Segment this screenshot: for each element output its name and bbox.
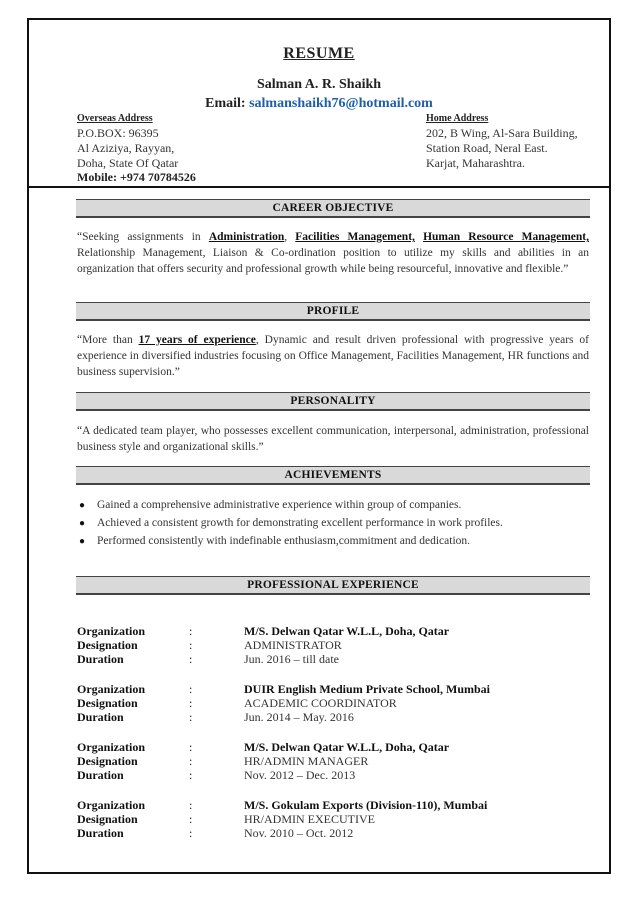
organization-name: M/S. Delwan Qatar W.L.L, Doha, Qatar [244, 624, 450, 638]
overseas-address-line: P.O.BOX: 96395 [77, 126, 159, 140]
duration-value: Jun. 2014 – May. 2016 [244, 710, 354, 724]
designation-value: ADMINISTRATOR [244, 638, 342, 652]
resume-title: RESUME [283, 45, 355, 62]
email-label: Email: [205, 96, 246, 111]
home-address-line: Station Road, Neral East. [426, 141, 548, 155]
mobile-number: Mobile: +974 70784526 [77, 170, 196, 184]
profile-text: “More than 17 years of experience, Dynamic and result driven professional with progressive years of experience in diversified industries focusing on Office Management, Facilities Management, HR functions and business supervision.” [77, 334, 589, 378]
organization-name: M/S. Delwan Qatar W.L.L, Doha, Qatar [244, 740, 450, 754]
duration-value: Nov. 2012 – Dec. 2013 [244, 768, 356, 782]
home-address-heading: Home Address [426, 113, 489, 124]
designation-value: HR/ADMIN EXECUTIVE [244, 812, 375, 826]
organization-name: M/S. Gokulam Exports (Division-110), Mumbai [244, 798, 488, 812]
achievement-item: ● Achieved a consistent growth for demonstrating excellent performance in work profiles. [79, 517, 503, 529]
section-heading-professional-experience: PROFESSIONAL EXPERIENCE [76, 576, 590, 595]
header-divider [27, 186, 611, 188]
section-heading-career-objective: CAREER OBJECTIVE [76, 199, 590, 218]
duration-value: Jun. 2016 – till date [244, 652, 339, 666]
personality-text: “A dedicated team player, who possesses excellent communication, interpersonal, administration, professional business style and organizational skills.” [77, 425, 589, 453]
overseas-address-line: Doha, State Of Qatar [77, 156, 179, 170]
overseas-address-heading: Overseas Address [77, 113, 153, 124]
bullet-icon: ● [79, 518, 86, 529]
email-link[interactable]: salmanshaikh76@hotmail.com [249, 96, 433, 111]
achievement-item: ● Gained a comprehensive administrative experience within group of companies. [79, 499, 462, 511]
organization-name: DUIR English Medium Private School, Mumbai [244, 682, 491, 696]
email-row [0, 96, 638, 112]
candidate-name: Salman A. R. Shaikh [256, 77, 382, 92]
designation-value: ACADEMIC COORDINATOR [244, 696, 397, 710]
section-heading-achievements: ACHIEVEMENTS [76, 466, 590, 485]
career-objective-text: “Seeking assignments in Administration, Facilities Management, Human Resource Management, Relationship Management, Liaison & Co-ordination position to utilize my skills and abilities in an organization that offers security and professional growth while being resourceful, innovative and flexible.” [77, 231, 589, 275]
achievement-item: ● Performed consistently with indefinable enthusiasm,commitment and dedication. [79, 535, 471, 547]
overseas-address-line: Al Aziziya, Rayyan, [77, 141, 175, 155]
bullet-icon: ● [79, 500, 86, 511]
bullet-icon: ● [79, 536, 86, 547]
home-address-line: 202, B Wing, Al-Sara Building, [426, 126, 578, 140]
section-heading-personality: PERSONALITY [76, 392, 590, 411]
designation-value: HR/ADMIN MANAGER [244, 754, 369, 768]
section-heading-profile: PROFILE [76, 302, 590, 321]
duration-value: Nov. 2010 – Oct. 2012 [244, 826, 354, 840]
home-address-line: Karjat, Maharashtra. [426, 156, 525, 170]
